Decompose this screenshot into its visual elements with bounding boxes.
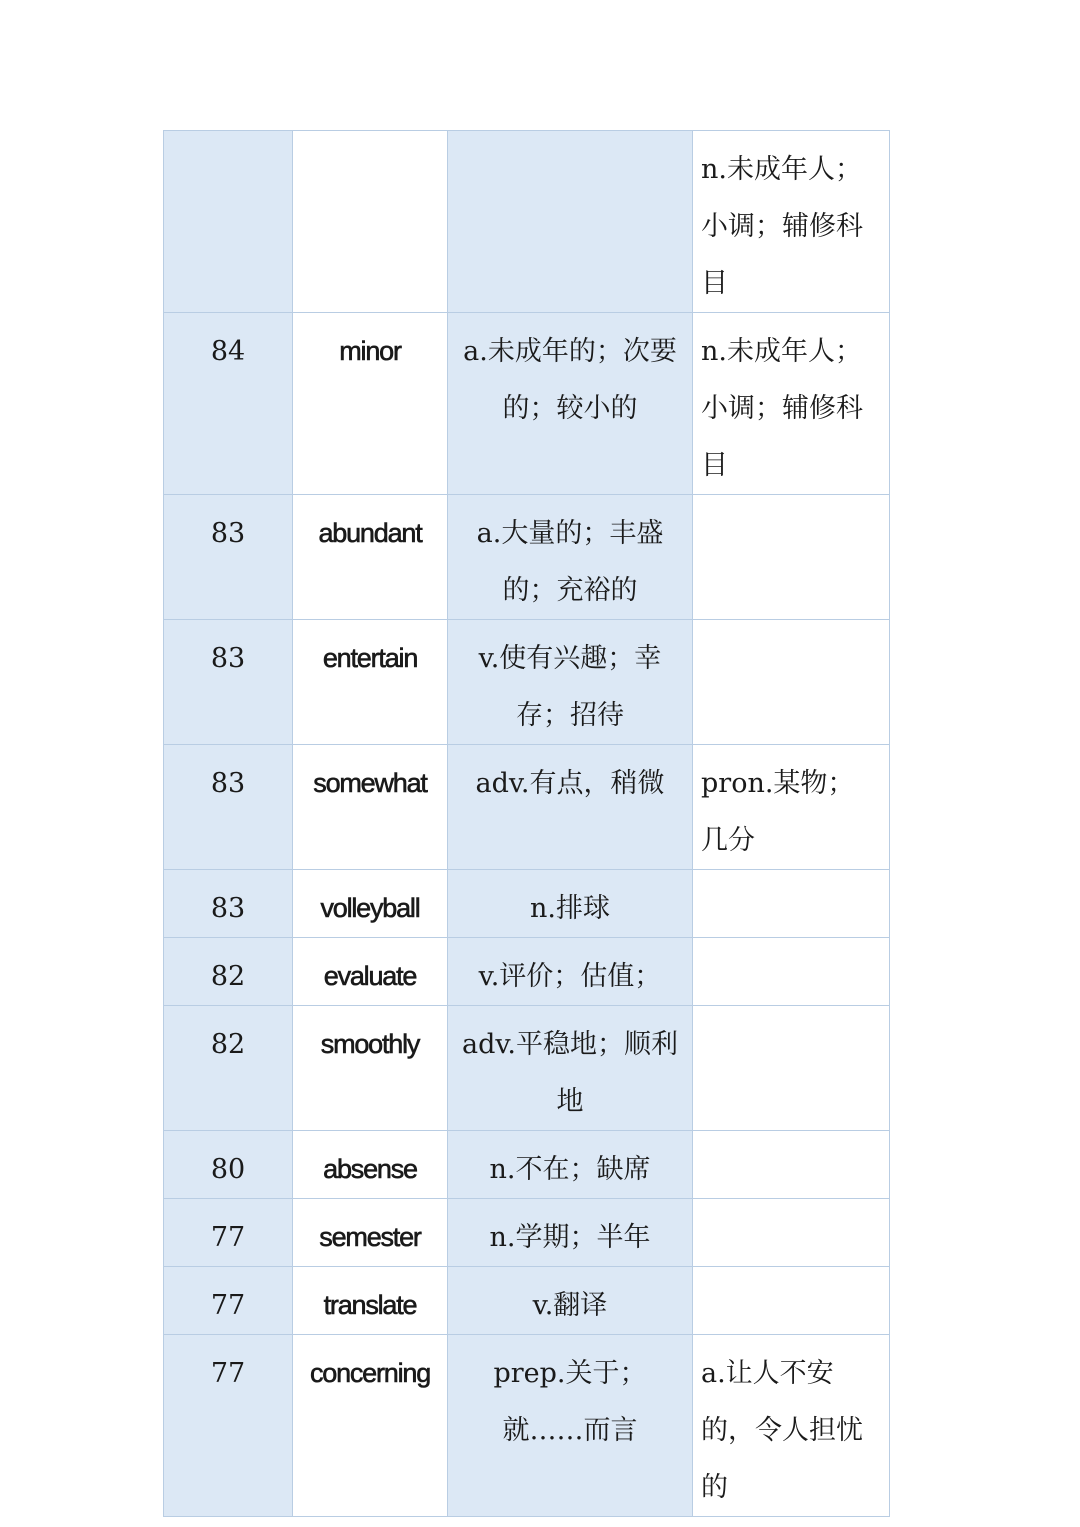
frequency-cell: 82 [164, 938, 293, 1006]
frequency-cell: 77 [164, 1335, 293, 1517]
frequency-cell: 83 [164, 745, 293, 870]
word-cell: concerning [293, 1335, 448, 1517]
frequency-cell: 83 [164, 495, 293, 620]
table-row [164, 1267, 890, 1335]
word-cell: evaluate [293, 938, 448, 1006]
extra-meaning-cell [693, 1199, 890, 1267]
word-cell: minor [293, 313, 448, 495]
meaning-cell: a.大量的；丰盛的；充裕的 [448, 495, 693, 620]
meaning-cell [448, 131, 693, 313]
frequency-cell: 83 [164, 870, 293, 938]
extra-meaning-cell [693, 620, 890, 745]
vocabulary-table [163, 130, 890, 1517]
extra-meaning-cell [693, 1131, 890, 1199]
word-cell: entertain [293, 620, 448, 745]
meaning-cell: prep.关于；就……而言 [448, 1335, 693, 1517]
meaning-cell: n.排球 [448, 870, 693, 938]
table-row [164, 1006, 890, 1131]
word-cell: translate [293, 1267, 448, 1335]
extra-meaning-cell [693, 938, 890, 1006]
meaning-cell: n.学期；半年 [448, 1199, 693, 1267]
table-row [164, 620, 890, 745]
table-row [164, 1335, 890, 1517]
table-row [164, 745, 890, 870]
word-cell [293, 131, 448, 313]
meaning-cell: adv.平稳地；顺利地 [448, 1006, 693, 1131]
extra-meaning-cell: n.未成年人；小调；辅修科目 [693, 131, 890, 313]
frequency-cell: 83 [164, 620, 293, 745]
table-row [164, 131, 890, 313]
word-cell: abundant [293, 495, 448, 620]
word-cell: absense [293, 1131, 448, 1199]
meaning-cell: a.未成年的；次要的；较小的 [448, 313, 693, 495]
word-cell: semester [293, 1199, 448, 1267]
table-row [164, 1199, 890, 1267]
word-cell: volleyball [293, 870, 448, 938]
extra-meaning-cell [693, 1006, 890, 1131]
meaning-cell: v.翻译 [448, 1267, 693, 1335]
frequency-cell [164, 131, 293, 313]
table-row [164, 495, 890, 620]
meaning-cell: v.评价；估值； [448, 938, 693, 1006]
word-cell: smoothly [293, 1006, 448, 1131]
extra-meaning-cell: a.让人不安的，令人担忧的 [693, 1335, 890, 1517]
extra-meaning-cell [693, 495, 890, 620]
meaning-cell: n.不在；缺席 [448, 1131, 693, 1199]
table-row [164, 313, 890, 495]
frequency-cell: 77 [164, 1199, 293, 1267]
meaning-cell: adv.有点，稍微 [448, 745, 693, 870]
extra-meaning-cell: pron.某物；几分 [693, 745, 890, 870]
extra-meaning-cell [693, 870, 890, 938]
frequency-cell: 82 [164, 1006, 293, 1131]
table-row [164, 938, 890, 1006]
meaning-cell: v.使有兴趣；幸存；招待 [448, 620, 693, 745]
frequency-cell: 84 [164, 313, 293, 495]
frequency-cell: 80 [164, 1131, 293, 1199]
table-row [164, 1131, 890, 1199]
word-cell: somewhat [293, 745, 448, 870]
extra-meaning-cell [693, 1267, 890, 1335]
frequency-cell: 77 [164, 1267, 293, 1335]
table-row [164, 870, 890, 938]
extra-meaning-cell: n.未成年人；小调；辅修科目 [693, 313, 890, 495]
